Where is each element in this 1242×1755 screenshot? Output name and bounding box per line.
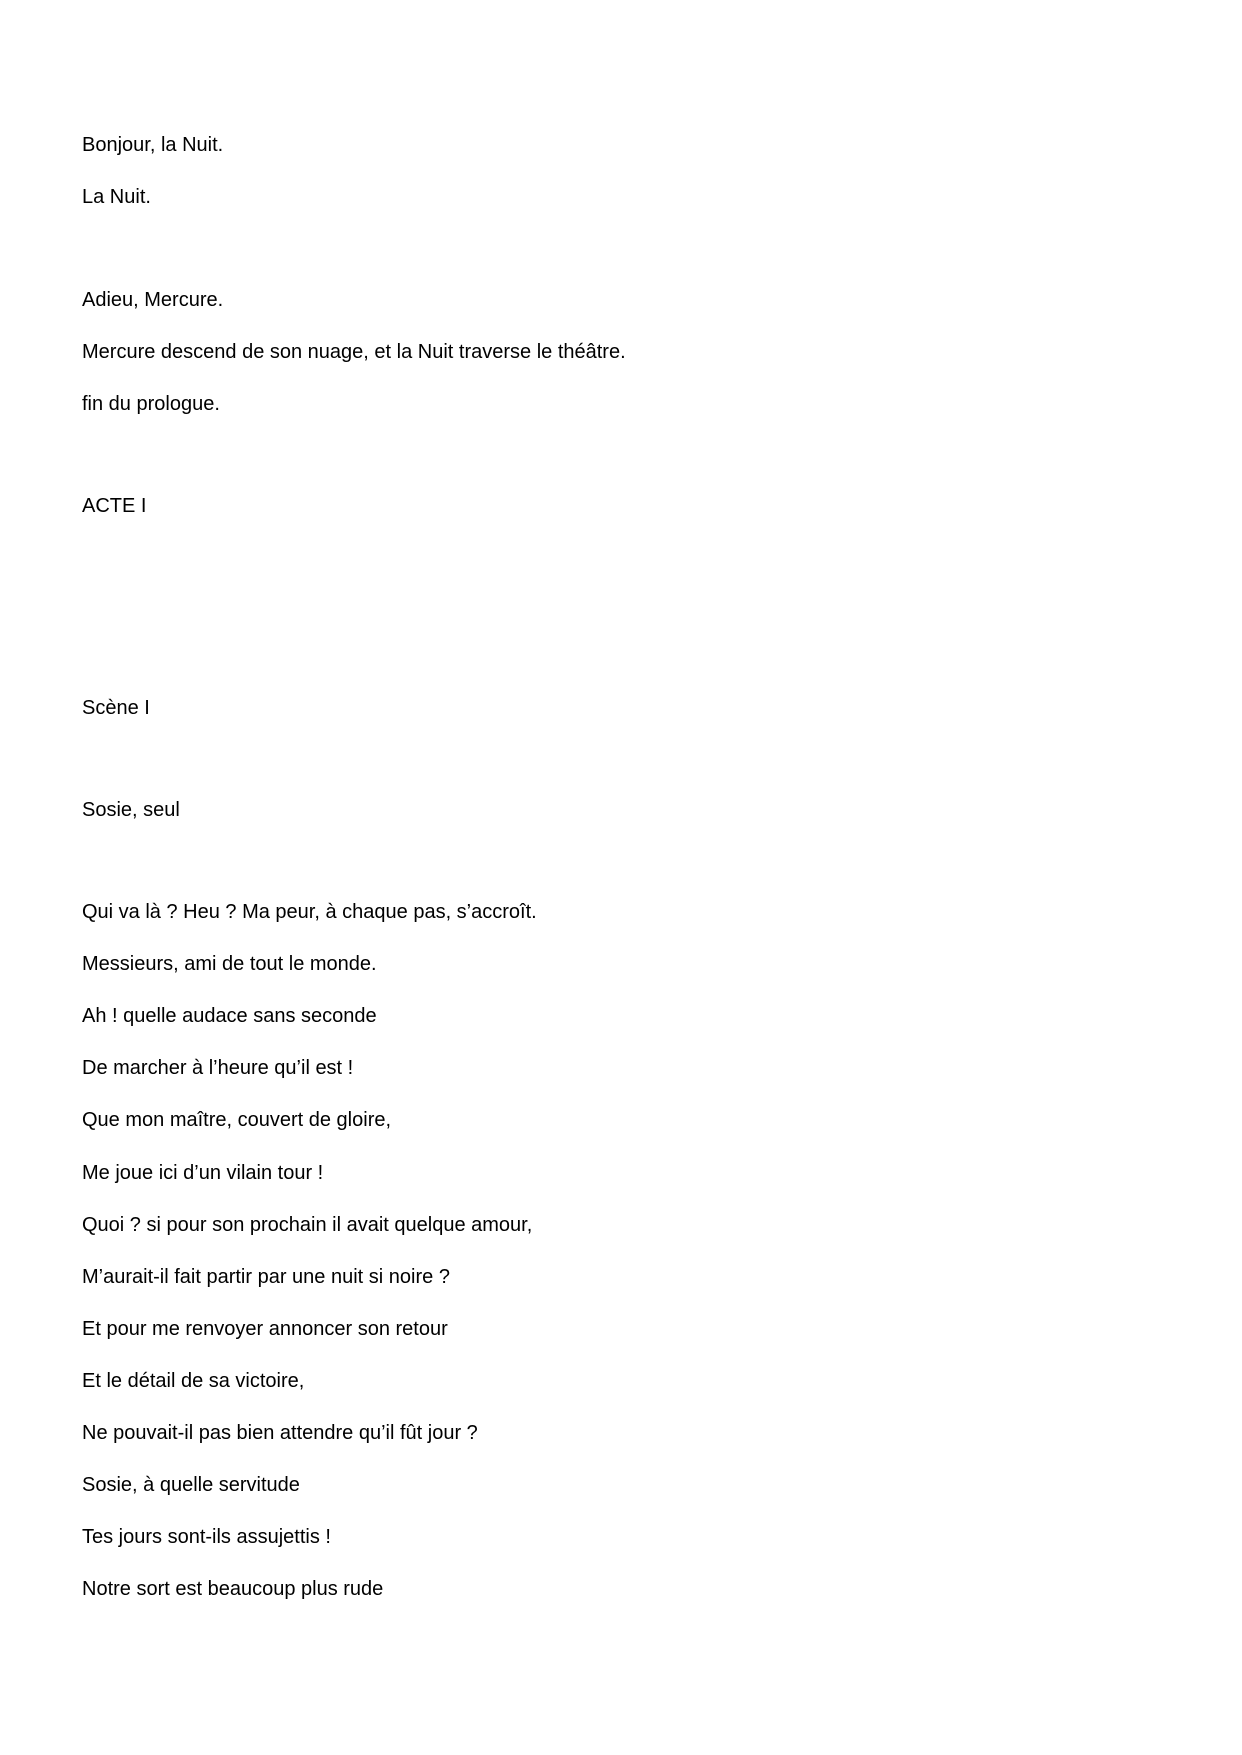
verse-line: Ah ! quelle audace sans seconde <box>82 1005 377 1027</box>
verse-line: Sosie, à quelle servitude <box>82 1474 300 1496</box>
verse-line: De marcher à l’heure qu’il est ! <box>82 1057 354 1079</box>
text-line: La Nuit. <box>82 186 151 208</box>
verse-line: Me joue ici d’un vilain tour ! <box>82 1162 324 1184</box>
verse-line: Et le détail de sa victoire, <box>82 1370 305 1392</box>
character-line: Sosie, seul <box>82 799 180 821</box>
text-line: fin du prologue. <box>82 393 220 415</box>
verse-line: Qui va là ? Heu ? Ma peur, à chaque pas, s’accroît. <box>82 901 537 923</box>
verse-line: Ne pouvait-il pas bien attendre qu’il fût jour ? <box>82 1422 478 1444</box>
text-line: Adieu, Mercure. <box>82 289 224 311</box>
scene-heading: Scène I <box>82 697 150 719</box>
act-heading: ACTE I <box>82 495 147 517</box>
text-line: Mercure descend de son nuage, et la Nuit traverse le théâtre. <box>82 341 626 363</box>
verse-line: M’aurait-il fait partir par une nuit si noire ? <box>82 1266 450 1288</box>
verse-line: Tes jours sont-ils assujettis ! <box>82 1526 331 1548</box>
verse-line: Messieurs, ami de tout le monde. <box>82 953 377 975</box>
text-line: Bonjour, la Nuit. <box>82 134 224 156</box>
verse-line: Et pour me renvoyer annoncer son retour <box>82 1318 448 1340</box>
verse-line: Quoi ? si pour son prochain il avait quelque amour, <box>82 1214 533 1236</box>
verse-line: Notre sort est beaucoup plus rude <box>82 1578 384 1600</box>
verse-line: Que mon maître, couvert de gloire, <box>82 1109 392 1131</box>
